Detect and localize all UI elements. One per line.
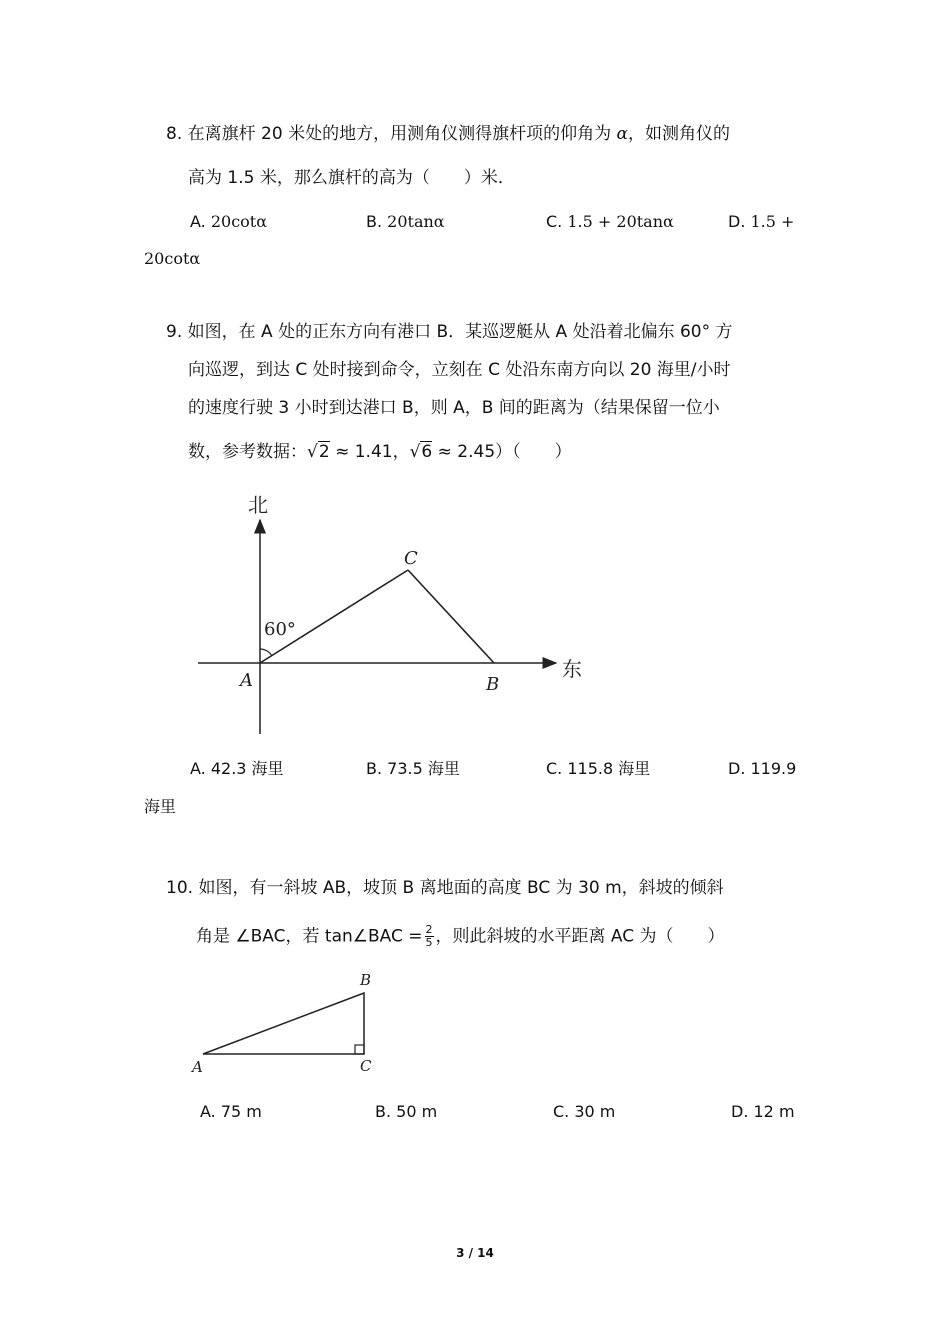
q8-option-c[interactable]: C. 1.5 + 20tanα [546, 212, 674, 231]
north-label: 北 [248, 493, 268, 517]
q8-line-2: 高为 1.5 米，那么旗杆的高为（ ）米． [188, 168, 515, 188]
point-c-label: C [360, 1057, 372, 1075]
q8-text-1: 在离旗杆 20 米处的地方，用测角仪测得旗杆项的仰角为 [187, 124, 612, 144]
q10-number: 10. [166, 878, 194, 898]
q8-text-1-end: ，如测角仪的 [627, 124, 730, 144]
q8-option-d-wrap: 20cotα [144, 249, 201, 268]
q10-option-b[interactable]: B. 50 m [375, 1102, 438, 1121]
q9-option-d[interactable]: D. 119.9 [728, 759, 797, 778]
q8-option-d[interactable]: D. 1.5 + [728, 212, 795, 231]
q9-line-2: 向巡逻，到达 C 处时接到命令，立刻在 C 处沿东南方向以 20 海里/小时 [188, 360, 731, 380]
angle-arc [260, 649, 272, 656]
point-a-label: A [240, 670, 253, 691]
segment-cb [408, 570, 494, 663]
q8-option-a[interactable]: A. 20cotα [190, 212, 268, 231]
fraction: $\frac{2}{5}$ [425, 923, 433, 949]
q9-line-1 [166, 320, 733, 344]
q10-figure [188, 966, 388, 1078]
right-angle-mark [355, 1045, 364, 1054]
q10-line-2: 角是 ∠BAC，若 tan∠BAC = $\frac{2}{5}$ ，则此斜坡的水平距离 AC 为（ ） [196, 923, 725, 949]
q8-alpha: α [616, 124, 628, 144]
triangle-abc [203, 993, 364, 1054]
segment-ac [260, 570, 408, 663]
page-number: 3 / 14 [456, 1246, 494, 1260]
q10-text-1: 如图，有一斜坡 AB，坡顶 B 离地面的高度 BC 为 30 m，斜坡的倾斜 [198, 878, 724, 898]
point-b-label: B [486, 674, 500, 695]
q9-option-d-wrap: 海里 [144, 797, 177, 816]
q10-line-1 [166, 876, 724, 900]
q9-option-a[interactable]: A. 42.3 海里 [190, 759, 284, 778]
q9-option-b[interactable]: B. 73.5 海里 [366, 759, 460, 778]
point-c-label: C [404, 548, 418, 569]
q10-option-d[interactable]: D. 12 m [731, 1102, 795, 1121]
east-label: 东 [562, 657, 582, 681]
point-b-label: B [360, 971, 372, 989]
point-a-label: A [192, 1058, 203, 1076]
angle-label: 60° [264, 619, 296, 640]
q9-line-3: 的速度行驶 3 小时到达港口 B，则 A，B 间的距离为（结果保留一位小 [188, 398, 720, 418]
q9-line-4: 数，参考数据：√2 ≈ 1.41，√6 ≈ 2.45）（ ） [188, 442, 572, 462]
q9-text-1: 如图，在 A 处的正东方向有港口 B．某巡逻艇从 A 处沿着北偏东 60° 方 [187, 322, 733, 342]
q9-number: 9. [166, 322, 183, 342]
q10-option-a[interactable]: A. 75 m [200, 1102, 262, 1121]
q8-line-1 [166, 122, 730, 146]
q9-option-c[interactable]: C. 115.8 海里 [546, 759, 651, 778]
q8-number: 8. [166, 124, 183, 144]
q9-figure [190, 486, 600, 738]
q10-option-c[interactable]: C. 30 m [553, 1102, 616, 1121]
q8-option-b[interactable]: B. 20tanα [366, 212, 445, 231]
